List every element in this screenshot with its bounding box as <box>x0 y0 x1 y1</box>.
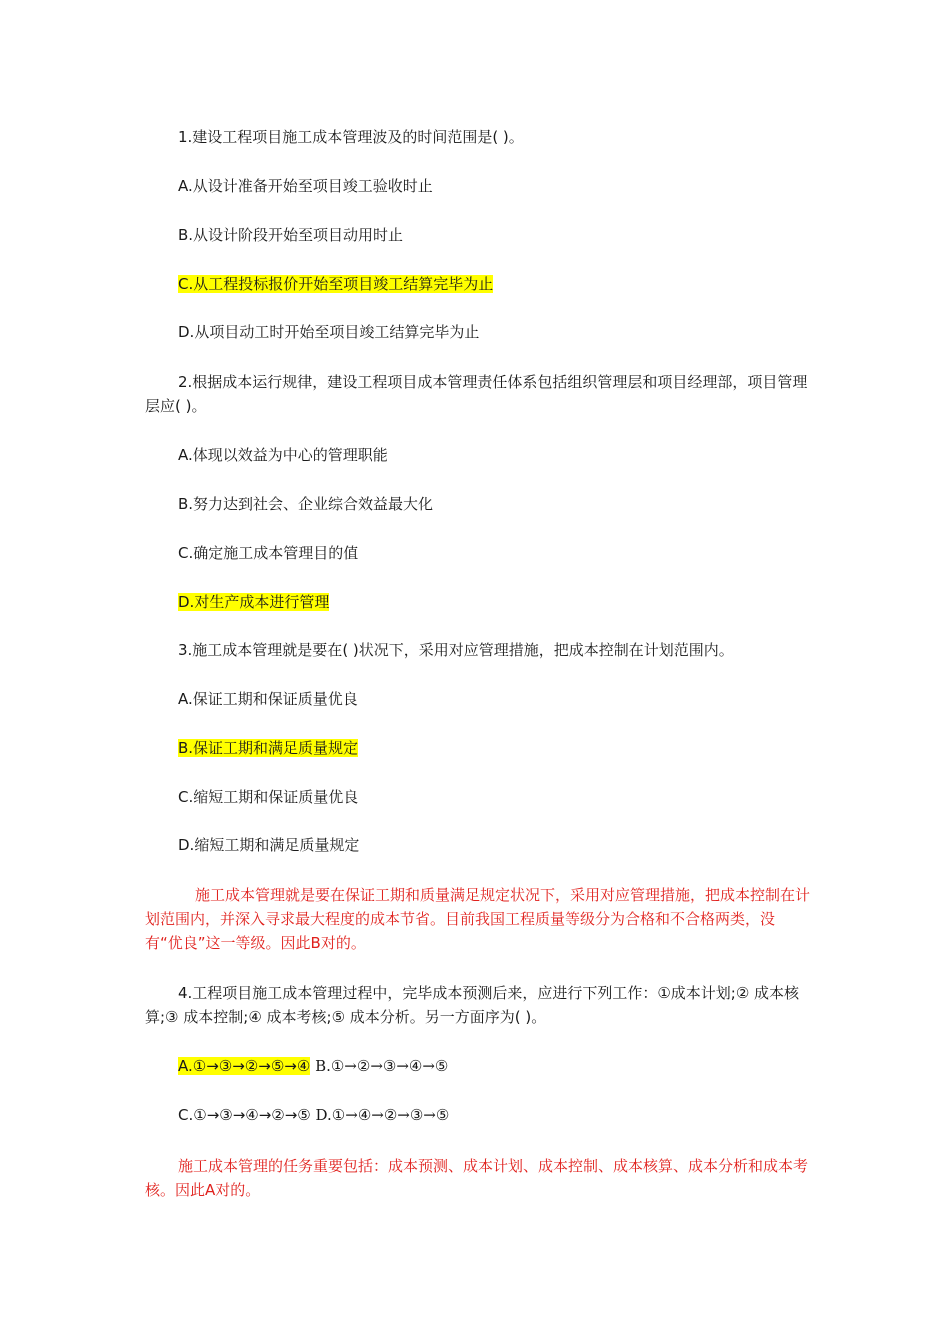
question-3-option-b <box>178 737 358 759</box>
question-2-option-b: B.努力达到社会、企业综合效益最大化 <box>178 495 434 513</box>
question-1-option-b: B.从设计阶段开始至项目动用时止 <box>178 226 404 244</box>
question-1-stem: 1.建设工程项目施工成本管理波及的时间范围是( )。 <box>178 128 524 146</box>
question-2-stem: 2.根据成本运行规律，建设工程项目成本管理责任体系包括组织管理层和项目经理部，项目管理层应( )。 <box>145 373 808 415</box>
question-2-option-c: C.确定施工成本管理目的值 <box>178 544 359 562</box>
question-3-option-d: D.缩短工期和满足质量规定 <box>178 836 360 854</box>
question-1-option-d: D.从项目动工时开始至项目竣工结算完毕为止 <box>178 323 480 341</box>
highlighted-answer: C.从工程投标报价开始至项目竣工结算完毕为止 <box>178 275 494 293</box>
question-1-option-c <box>178 273 493 295</box>
question-4-option-b: B.①→②→③→④→⑤ <box>315 1057 449 1075</box>
highlighted-answer: D.对生产成本进行管理 <box>178 593 330 611</box>
question-3-stem: 3.施工成本管理就是要在( )状况下，采用对应管理措施，把成本控制在计划范围内。 <box>178 641 734 659</box>
question-3-explanation: 施工成本管理就是要在保证工期和质量满足规定状况下，采用对应管理措施，把成本控制在计划范围内，并深入寻求最大程度的成本节省。目前我国工程质量等级分为合格和不合格两类，没有“优良”这一等级。因此B对的。 <box>145 886 811 952</box>
question-4-options-ab <box>178 1055 448 1077</box>
question-3-option-a: A.保证工期和保证质量优良 <box>178 690 358 708</box>
question-3-option-c: C.缩短工期和保证质量优良 <box>178 788 359 806</box>
highlighted-answer: A.①→③→②→⑤→④ <box>178 1057 311 1075</box>
question-2-option-a: A.体现以效益为中心的管理职能 <box>178 446 388 464</box>
question-1-option-a: A.从设计准备开始至项目竣工验收时止 <box>178 177 433 195</box>
question-4-options-cd <box>178 1104 449 1126</box>
question-4-stem: 4.工程项目施工成本管理过程中，完毕成本预测后来，应进行下列工作：①成本计划;② 成本核算;③ 成本控制;④ 成本考核;⑤ 成本分析。另一方面序为( )。 <box>145 984 800 1026</box>
question-2-option-d <box>178 591 329 613</box>
question-4-explanation: 施工成本管理的任务重要包括：成本预测、成本计划、成本控制、成本核算、成本分析和成本考核。因此A对的。 <box>145 1157 809 1199</box>
question-4-option-c: C.①→③→④→②→⑤ <box>178 1106 311 1124</box>
question-4-option-d: D.①→④→②→③→⑤ <box>315 1106 450 1124</box>
highlighted-answer: B.保证工期和满足质量规定 <box>178 739 359 757</box>
